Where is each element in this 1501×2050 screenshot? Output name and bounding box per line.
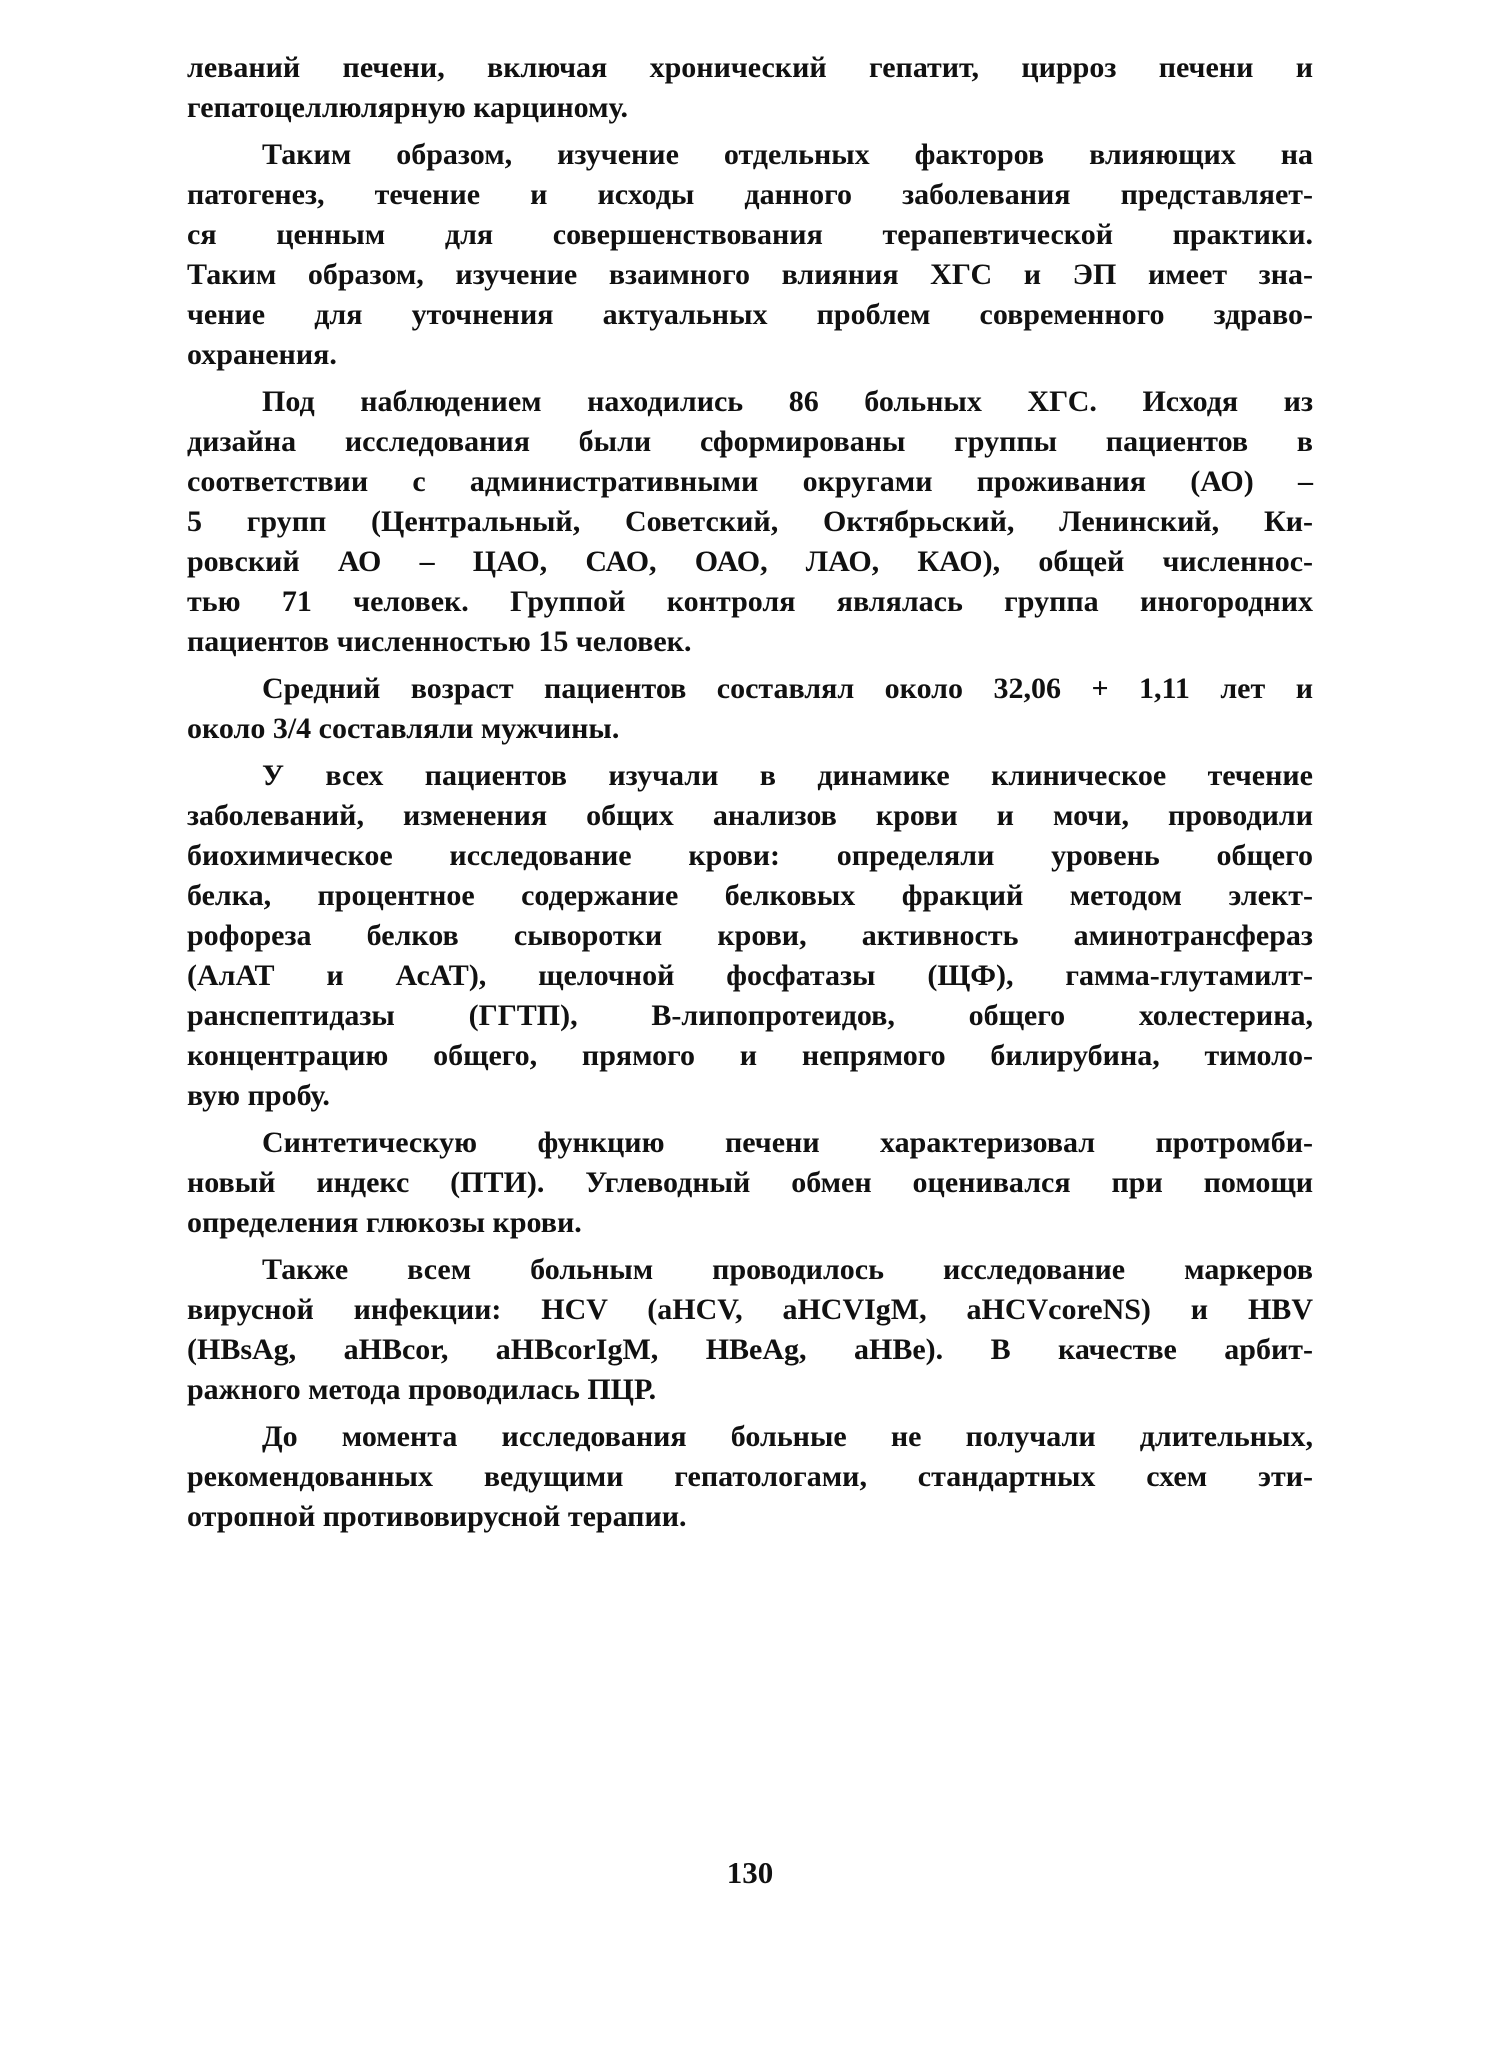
text-line: белка, процентное содержание белковых фракций методом элект-	[187, 879, 1313, 912]
text-line: (АлАТ и АсАТ), щелочной фосфатазы (ЩФ), гамма-глутамилт-	[187, 959, 1313, 992]
text-line: леваний печени, включая хронический гепатит, цирроз печени и	[187, 51, 1313, 84]
text-line: Таким образом, изучение взаимного влияния ХГС и ЭП имеет зна-	[187, 258, 1313, 291]
paragraph	[187, 382, 1313, 662]
text-line: охранения.	[187, 338, 337, 371]
text-line: рофореза белков сыворотки крови, активность аминотрансфераз	[187, 919, 1313, 952]
paragraph	[187, 756, 1313, 1116]
page-body-text	[187, 48, 1313, 1537]
text-line: 5 групп (Центральный, Советский, Октябрьский, Ленинский, Ки-	[187, 505, 1313, 538]
text-line: новый индекс (ПТИ). Углеводный обмен оценивался при помощи	[187, 1166, 1313, 1199]
text-line: дизайна исследования были сформированы группы пациентов в	[187, 425, 1313, 458]
text-line: Под наблюдением находились 86 больных ХГС. Исходя из	[262, 385, 1313, 418]
paragraph	[187, 1417, 1313, 1537]
text-line: биохимическое исследование крови: определяли уровень общего	[187, 839, 1313, 872]
text-line: ся ценным для совершенствования терапевтической практики.	[187, 218, 1313, 251]
page-number: 130	[726, 1855, 774, 1890]
paragraph	[187, 1250, 1313, 1410]
text-line: вую пробу.	[187, 1079, 330, 1112]
text-line: У всех пациентов изучали в динамике клиническое течение	[262, 759, 1313, 792]
text-line: тью 71 человек. Группой контроля являлась группа иногородних	[187, 585, 1313, 618]
text-line: около 3/4 составляли мужчины.	[187, 712, 620, 745]
paragraph	[187, 669, 1313, 749]
text-line: гепатоцеллюлярную карциному.	[187, 91, 629, 124]
text-line: определения глюкозы крови.	[187, 1206, 582, 1239]
text-line: Синтетическую функцию печени характеризовал протромби-	[262, 1126, 1313, 1159]
text-line: пациентов численностью 15 человек.	[187, 625, 692, 658]
text-line: Средний возраст пациентов составлял около 32,06 + 1,11 лет и	[262, 672, 1313, 705]
text-line: Таким образом, изучение отдельных факторов влияющих на	[262, 138, 1313, 171]
text-line: ровский АО – ЦАО, САО, ОАО, ЛАО, КАО), общей численнос-	[187, 545, 1313, 578]
text-line: патогенез, течение и исходы данного заболевания представляет-	[187, 178, 1313, 211]
book-page	[187, 48, 1313, 1948]
paragraph	[187, 48, 1313, 128]
text-line: вирусной инфекции: HCV (aHCV, aHCVIgM, aHCVcoreNS) и HBV	[187, 1293, 1313, 1326]
text-line: концентрацию общего, прямого и непрямого билирубина, тимоло-	[187, 1039, 1313, 1072]
text-line: чение для уточнения актуальных проблем современного здраво-	[187, 298, 1313, 331]
paragraph	[187, 1123, 1313, 1243]
text-line: рекомендованных ведущими гепатологами, стандартных схем эти-	[187, 1460, 1313, 1493]
text-line: ражного метода проводилась ПЦР.	[187, 1373, 657, 1406]
text-line: ранспептидазы (ГГТП), В-липопротеидов, общего холестерина,	[187, 999, 1313, 1032]
text-line: заболеваний, изменения общих анализов крови и мочи, проводили	[187, 799, 1313, 832]
text-line: отропной противовирусной терапии.	[187, 1500, 687, 1533]
text-line: Также всем больным проводилось исследование маркеров	[262, 1253, 1313, 1286]
text-line: соответствии с административными округами проживания (АО) –	[187, 465, 1313, 498]
text-line: До момента исследования больные не получали длительных,	[262, 1420, 1313, 1453]
text-line: (HBsAg, aHBcor, aHBcorIgM, HBeAg, aHBe). В качестве арбит-	[187, 1333, 1313, 1366]
paragraph	[187, 135, 1313, 375]
